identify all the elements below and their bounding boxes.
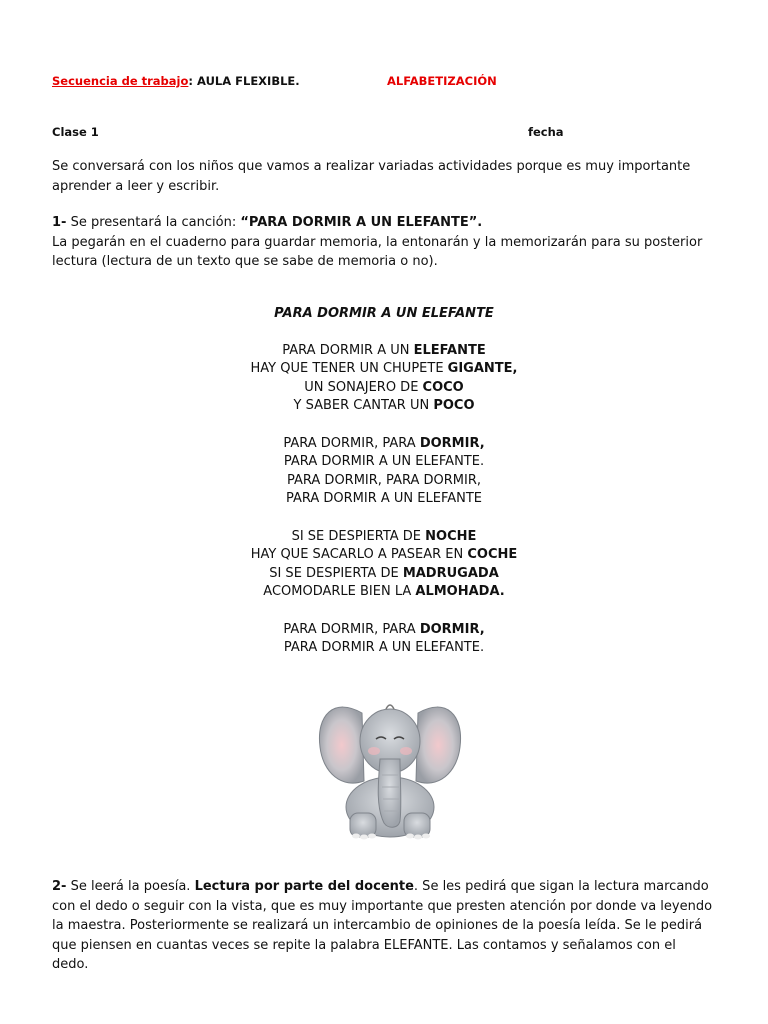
poem-line-plain: PARA DORMIR, PARA bbox=[283, 621, 420, 637]
poem-line-emphasis: DORMIR, bbox=[419, 621, 485, 637]
step1-number: 1- bbox=[52, 215, 67, 230]
step2-text-b: . Se les pedirá que sigan la lectura marcando bbox=[413, 879, 709, 894]
poem-line-emphasis: DORMIR, bbox=[419, 435, 485, 451]
poem-line-plain: PARA DORMIR, PARA DORMIR, bbox=[287, 472, 481, 488]
poem-line bbox=[0, 342, 768, 361]
elephant-illustration bbox=[314, 695, 466, 845]
step2-bold-text: Lectura por parte del docente bbox=[194, 879, 414, 894]
header-topic: ALFABETIZACIÓN bbox=[387, 74, 497, 88]
step2-text-a: Se leerá la poesía. bbox=[70, 879, 195, 894]
header-label: Secuencia de trabajo bbox=[52, 74, 189, 88]
intro-paragraph bbox=[52, 157, 738, 196]
step1-line: La pegarán en el cuaderno para guardar memoria, la entonarán y la memorizarán para su posterior bbox=[52, 234, 703, 250]
poem-stanza bbox=[0, 435, 768, 509]
poem-line bbox=[0, 583, 768, 602]
poem bbox=[0, 305, 768, 676]
poem-line-emphasis: COCO bbox=[422, 379, 464, 395]
poem-line-plain: PARA DORMIR A UN bbox=[282, 342, 414, 358]
poem-line-emphasis: MADRUGADA bbox=[402, 565, 499, 581]
poem-line bbox=[0, 490, 768, 509]
poem-line bbox=[0, 435, 768, 454]
header-line bbox=[52, 74, 300, 88]
poem-line-plain: PARA DORMIR A UN ELEFANTE. bbox=[283, 640, 485, 656]
poem-line-plain: PARA DORMIR A UN ELEFANTE. bbox=[283, 454, 485, 470]
poem-line-plain: SI SE DESPIERTA DE bbox=[269, 565, 403, 581]
poem-line-emphasis: COCHE bbox=[467, 547, 518, 563]
poem-line-plain: HAY QUE SACARLO A PASEAR EN bbox=[250, 547, 468, 563]
step1-line: lectura (lectura de un texto que se sabe de memoria o no). bbox=[52, 254, 438, 269]
step1-paragraph bbox=[52, 213, 738, 272]
poem-line-plain: PARA DORMIR, PARA bbox=[283, 435, 420, 451]
song-title-quoted: “PARA DORMIR A UN ELEFANTE”. bbox=[240, 215, 483, 230]
class-label: Clase 1 bbox=[52, 125, 99, 139]
poem-line bbox=[0, 639, 768, 658]
poem-line bbox=[0, 472, 768, 491]
poem-line-plain: UN SONAJERO DE bbox=[304, 379, 423, 395]
step2-line: dedo. bbox=[52, 957, 89, 972]
header-value: AULA FLEXIBLE. bbox=[197, 74, 300, 88]
poem-line-plain: PARA DORMIR A UN ELEFANTE bbox=[285, 491, 483, 507]
step1-text: Se presentará la canción: bbox=[70, 215, 241, 230]
step2-line: que piensen en cuantas veces se repite la palabra ELEFANTE. Las contamos y señalamos con el bbox=[52, 937, 676, 953]
step2-line: la maestra. Posteriormente se realizará un intercambio de opiniones de la poesía leída. Se le pedirá bbox=[52, 918, 703, 933]
poem-line-plain: SI SE DESPIERTA DE bbox=[291, 528, 426, 544]
poem-line bbox=[0, 528, 768, 547]
intro-line: Se conversará con los niños que vamos a realizar variadas actividades porque es muy importante bbox=[52, 159, 691, 174]
poem-line-emphasis: ELEFANTE bbox=[413, 342, 486, 358]
poem-line bbox=[0, 397, 768, 416]
poem-stanzas bbox=[0, 342, 768, 658]
poem-line-emphasis: ALMOHADA. bbox=[415, 584, 505, 600]
poem-line-plain: Y SABER CANTAR UN bbox=[293, 398, 434, 414]
poem-line bbox=[0, 360, 768, 379]
poem-line-emphasis: NOCHE bbox=[425, 528, 477, 544]
poem-line-emphasis: GIGANTE, bbox=[447, 361, 518, 377]
poem-line bbox=[0, 546, 768, 565]
step2-paragraph bbox=[52, 877, 738, 975]
poem-stanza bbox=[0, 528, 768, 602]
poem-stanza bbox=[0, 621, 768, 658]
poem-line-plain: HAY QUE TENER UN CHUPETE bbox=[250, 361, 448, 377]
step2-number: 2- bbox=[52, 879, 67, 894]
poem-line bbox=[0, 565, 768, 584]
poem-stanza bbox=[0, 342, 768, 416]
poem-line bbox=[0, 621, 768, 640]
poem-line-plain: ACOMODARLE BIEN LA bbox=[263, 584, 416, 600]
poem-line-emphasis: POCO bbox=[433, 398, 475, 414]
step1-heading bbox=[52, 213, 738, 233]
step2-line bbox=[52, 877, 738, 897]
poem-line bbox=[0, 453, 768, 472]
poem-title: PARA DORMIR A UN ELEFANTE bbox=[274, 306, 494, 321]
step2-line: con el dedo o seguir con la vista, que es muy importante que presten atención por donde va leyendo bbox=[52, 898, 713, 914]
date-label: fecha bbox=[528, 125, 564, 139]
intro-line: aprender a leer y escribir. bbox=[52, 178, 220, 194]
poem-line bbox=[0, 379, 768, 398]
header-colon: : bbox=[188, 74, 194, 88]
